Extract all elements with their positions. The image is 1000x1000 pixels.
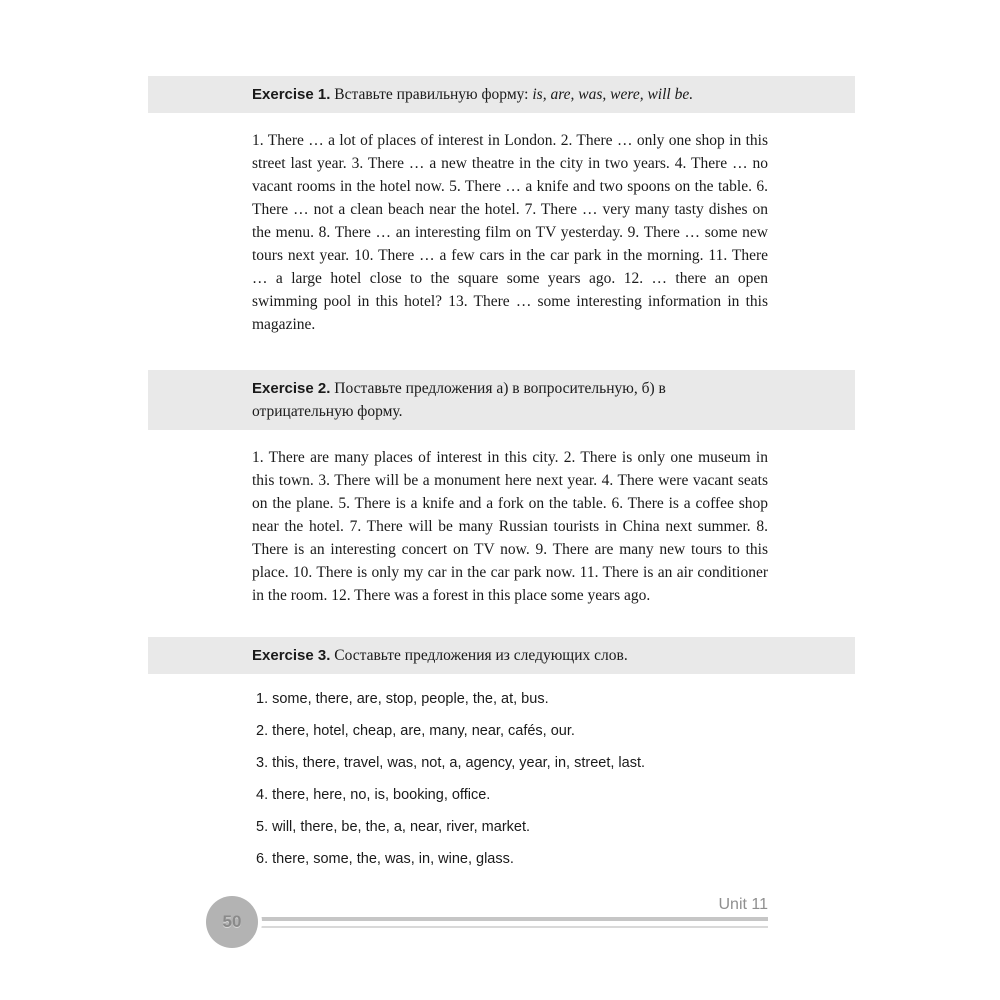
exercise-3-header [148,637,855,674]
footer-rule-thick [258,917,768,921]
unit-label: Unit 11 [718,896,768,913]
exercise-3-instruction: Составьте предложения из следующих слов. [330,647,628,664]
word-list-item: 5. will, there, be, the, a, near, river, market. [256,819,531,835]
footer-rule-thin [258,926,768,928]
exercise-2-instruction: Поставьте предложения а) в вопросительную, б) в отрицательную форму. [252,380,666,420]
exercise-1-header [148,76,855,113]
exercise-1-verb-forms: is, are, was, were, will be. [532,86,694,103]
word-list-item: 1. some, there, are, stop, people, the, at, bus. [256,691,549,707]
exercise-1-instruction: Вставьте правильную форму: [330,86,533,103]
exercise-3-word-list [256,692,776,867]
exercise-2-header [148,370,855,430]
exercise-1-body: 1. There … a lot of places of interest in London. 2. There … only one shop in this street last year. 3. There … a new theatre in the city in two years. 4. There … no vacant rooms in the hotel now. 5. There … a knife and two spoons on the table. 6. There … not a clean beach near the hotel. 7. There … very many tasty dishes on the menu. 8. There … an interesting film on TV yesterday. 9. There … some new tours next year. 10. There … a few cars in the car park in the morning. 11. There … a large hotel close to the square some years ago. 12. … there an open swimming pool in this hotel? 13. There … some interesting information in this magazine. [252,132,768,333]
exercise-2-label: Exercise 2. [252,380,331,397]
page-content [148,0,855,884]
word-list-item: 4. there, here, no, is, booking, office. [256,787,491,803]
exercise-2-body: 1. There are many places of interest in this city. 2. There is only one museum in this town. 3. There will be a monument here next year. 4. There were vacant seats on the plane. 5. There is a knife and a fork on the table. 6. There is a coffee shop near the hotel. 7. There will be many Russian tourists in China next summer. 8. There is an interesting concert on TV now. 9. There are many new tours to this place. 10. There is only my car in the car park now. 11. There is an air conditioner in the room. 12. There was a forest in this place some years ago. [252,449,768,604]
page-number-badge: 50 [206,896,258,948]
exercise-3-label: Exercise 3. [252,647,331,664]
word-list-item: 6. there, some, the, was, in, wine, glass. [256,851,514,867]
word-list-item: 2. there, hotel, cheap, are, many, near, cafés, our. [256,723,575,739]
word-list-item: 3. this, there, travel, was, not, a, agency, year, in, street, last. [256,755,646,771]
exercise-1-label: Exercise 1. [252,86,331,103]
